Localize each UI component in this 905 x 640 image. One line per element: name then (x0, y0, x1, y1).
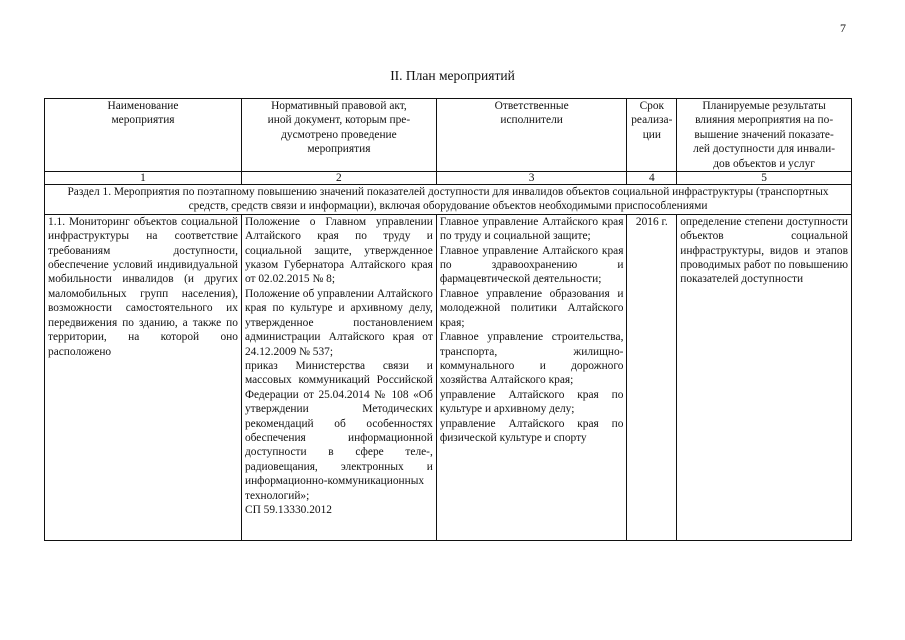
event-name-cell: 1.1. Мониторинг объектов социальной инфраструктуры на соответствие требованиям доступности, обеспечение условий индивидуальной мобильности инвалидов (и других маломобильных групп населения), возможности самостоятельного их передвижения по зданию, а также по территории, на которой оно расположено (45, 214, 242, 540)
table-header-row (45, 99, 852, 172)
executor-item: Главное управление Алтайского края по здравоохранению и фармацевтической деятельности; (439, 244, 624, 286)
page-title: II. План мероприятий (390, 68, 515, 83)
table-row (45, 214, 852, 540)
column-number: 3 (436, 172, 627, 185)
column-number: 5 (677, 172, 852, 185)
header-executors: Ответственные исполнители (436, 99, 627, 172)
executor-item: управление Алтайского края по культуре и архивному делу; (439, 388, 624, 416)
column-number: 1 (45, 172, 242, 185)
header-legal-act: Нормативный правовой акт, иной документ, которым пре- дусмотрено проведение мероприятия (241, 99, 436, 172)
plan-table (44, 98, 852, 541)
executor-item: Главное управление строительства, транспорта, жилищно-коммунального и дорожного хозяйства Алтайского края; (439, 331, 624, 387)
column-number: 4 (627, 172, 677, 185)
section-title: Раздел 1. Мероприятия по поэтапному повышению значений показателей доступности для инвалидов объектов социальной инфраструктуры (транспортных средств, средств связи и информации), включая оборудование объектов необходимыми приспособлениями (45, 185, 852, 215)
page-number: 7 (840, 21, 846, 35)
executor-item: Главное управление образования и молодежной политики Алтайского края; (439, 287, 624, 329)
column-number: 2 (241, 172, 436, 185)
executor-item: Главное управление Алтайского края по труду и социальной защите; (439, 215, 624, 243)
executor-item: управление Алтайского края по физической культуре и спорту (439, 417, 624, 444)
legal-acts-cell (241, 214, 436, 540)
results-cell: определение степени доступности объектов социальной инфраструктуры, видов и этапов проводимых работ по повышению показателей доступности (677, 214, 852, 540)
deadline-cell: 2016 г. (627, 214, 677, 540)
executors-cell (436, 214, 627, 540)
legal-act-item: СП 59.13330.2012 (244, 503, 332, 516)
header-deadline: Срок реализа- ции (627, 99, 677, 172)
column-number-row (45, 172, 852, 185)
header-event-name: Наименование мероприятия (45, 99, 242, 172)
header-results: Планируемые результаты влияния мероприятия на по- вышение значений показате- лей доступности для инвали- дов объектов и услуг (677, 99, 852, 172)
legal-act-item: приказ Министерства связи и массовых коммуникаций Российской Федерации от 25.04.2014 № 108 «Об утверждении Методических рекомендаций об особенностях обеспечения информационной доступности в сфере теле-, радиовещания, электронных и информационно-коммуникационных технологий»; (244, 359, 433, 502)
legal-act-item: Положение об управлении Алтайского края по культуре и архивному делу, утвержденное постановлением администрации Алтайского края от 24.12.2009 № 537; (244, 287, 433, 358)
section-row (45, 185, 852, 215)
legal-act-item: Положение о Главном управлении Алтайского края по труду и социальной защите, утвержденное указом Губернатора Алтайского края от 02.02.2015 № 8; (244, 215, 433, 286)
